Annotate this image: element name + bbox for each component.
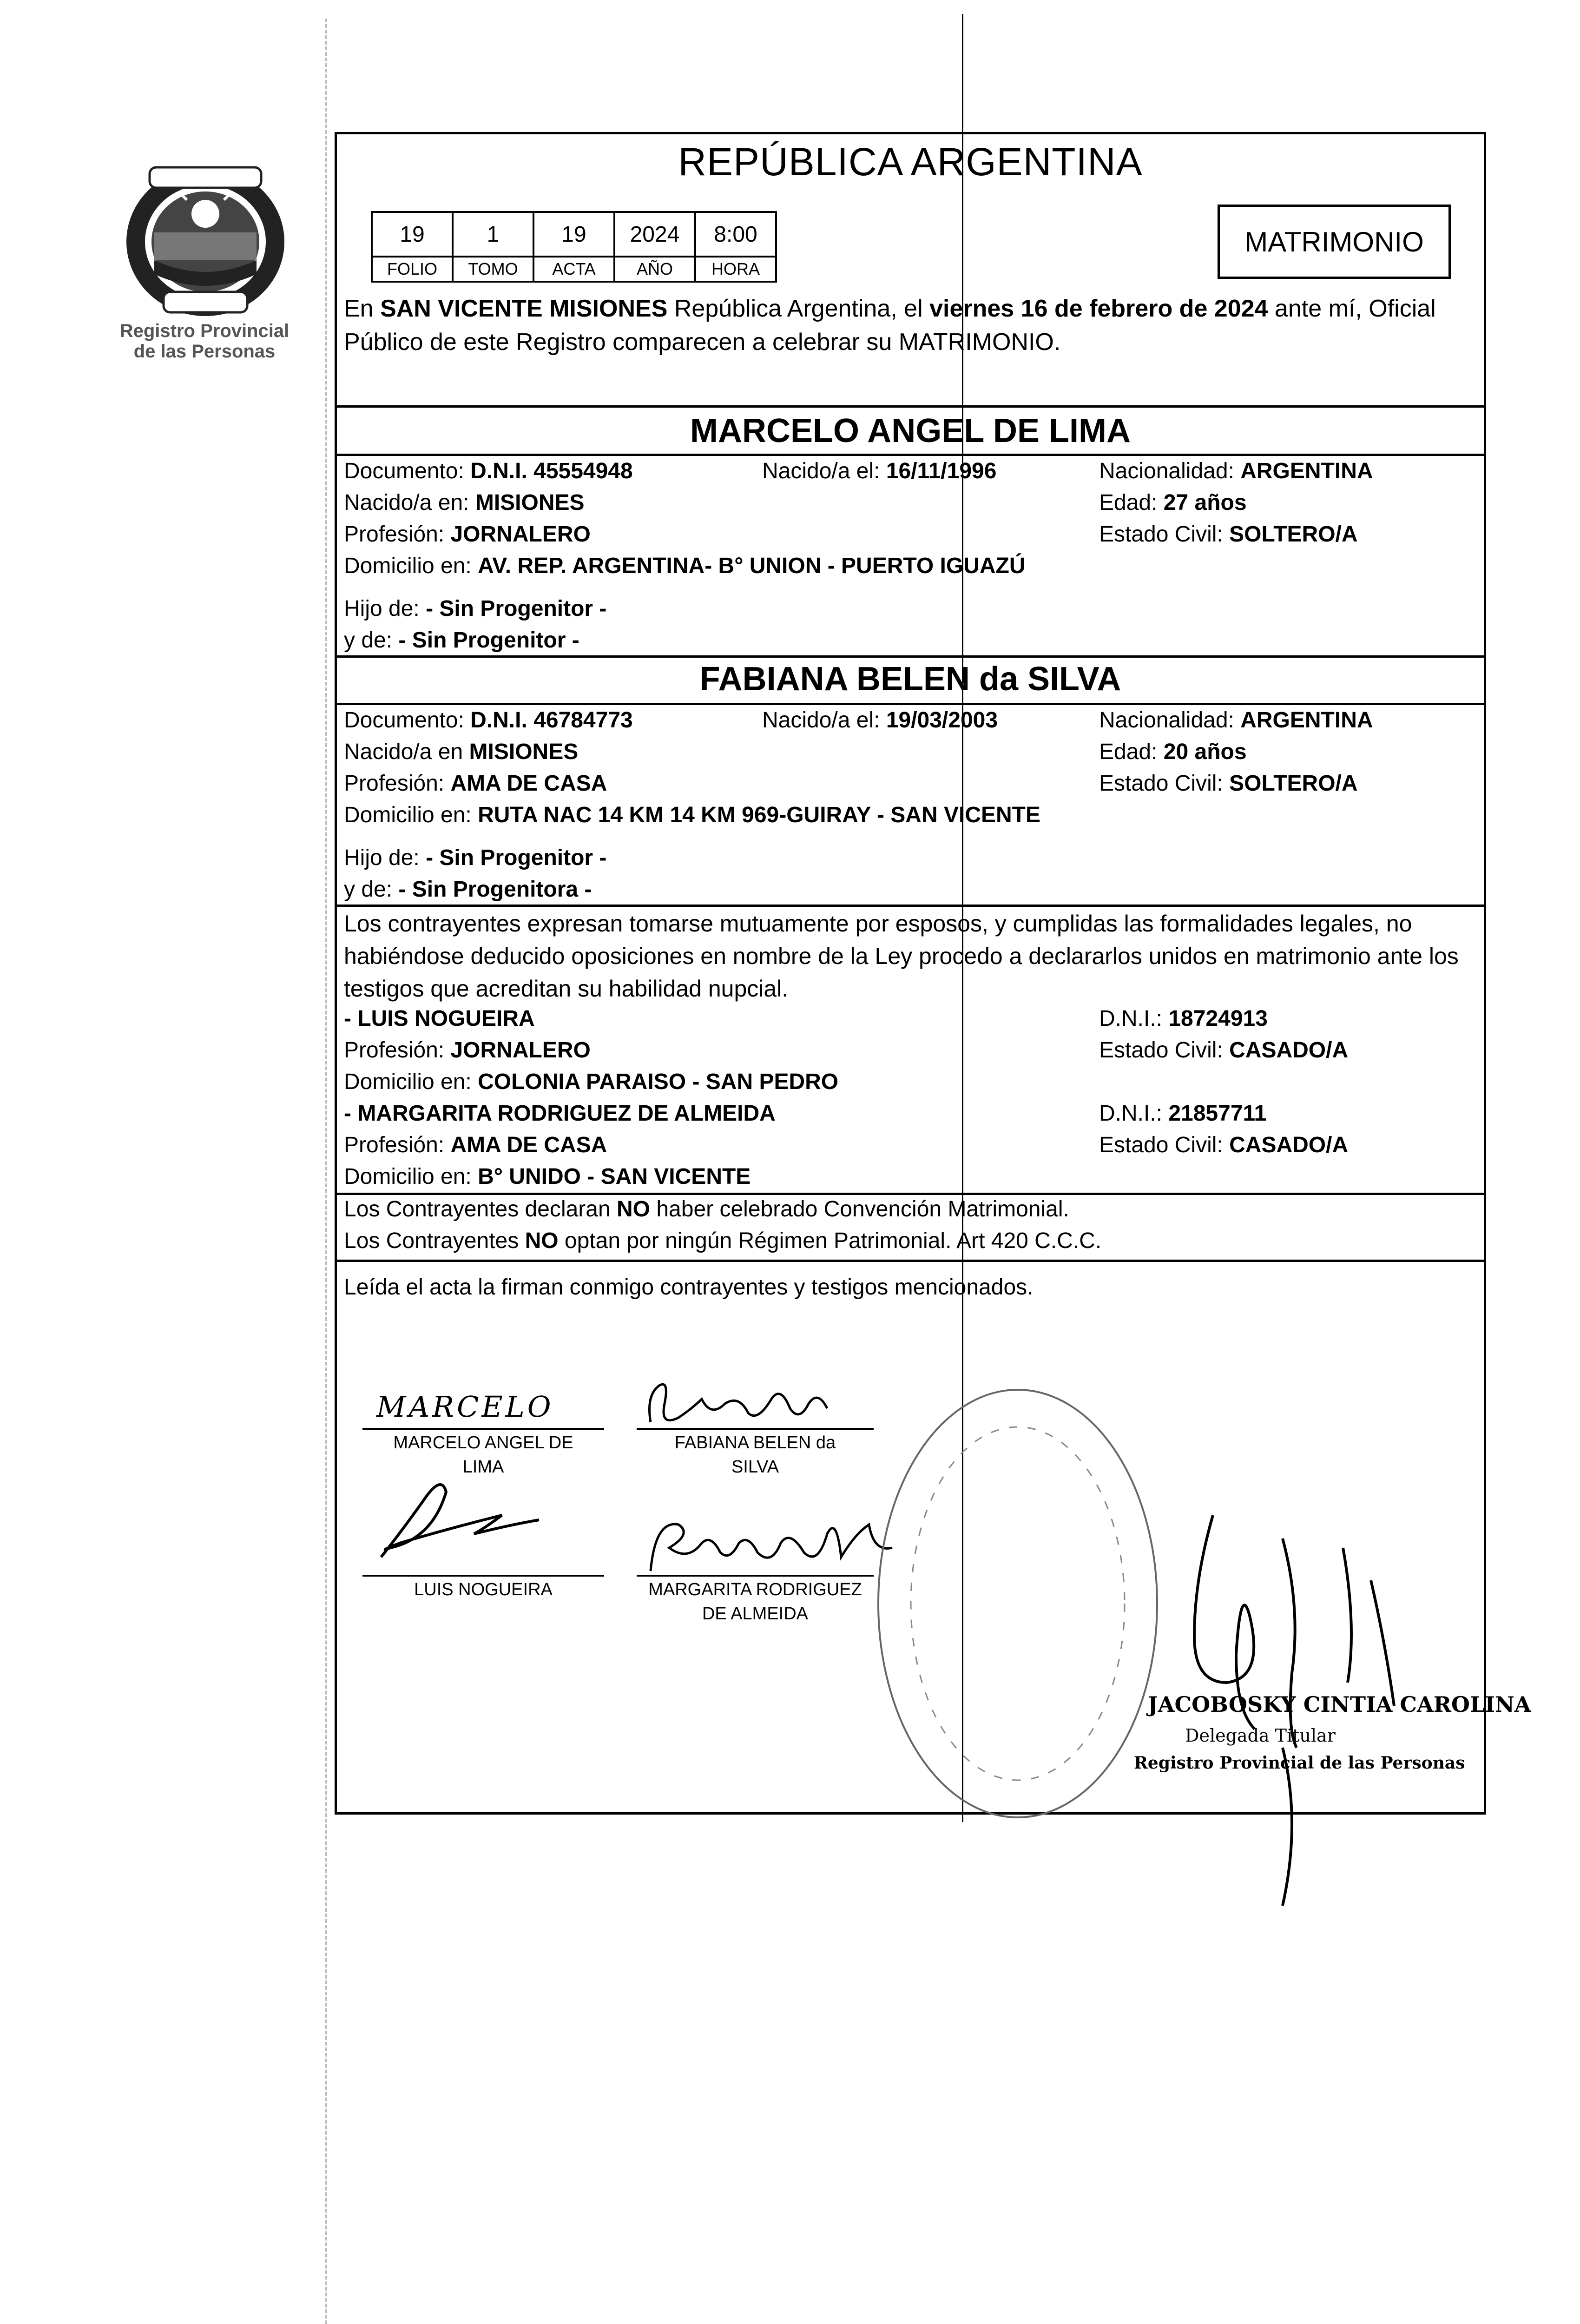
spouse1-birth-place: Nacido/a en: MISIONES bbox=[344, 490, 585, 515]
hour-value: 8:00 bbox=[695, 212, 776, 257]
tomo-label: TOMO bbox=[453, 257, 533, 282]
scan-artifact-line bbox=[325, 19, 327, 2324]
spouse2-birth-date: Nacido/a el: 19/03/2003 bbox=[762, 708, 998, 733]
official-office: Registro Provincial de las Personas bbox=[1134, 1753, 1465, 1773]
witness1-profession: Profesión: JORNALERO bbox=[344, 1038, 591, 1063]
intro-place: SAN VICENTE MISIONES bbox=[380, 295, 668, 322]
witness2-civil-status: Estado Civil: CASADO/A bbox=[1099, 1133, 1349, 1157]
provincial-seal-logo bbox=[122, 163, 289, 321]
year-value: 2024 bbox=[614, 212, 695, 257]
spouse2-signature bbox=[632, 1376, 892, 1432]
witness2-profession: Profesión: AMA DE CASA bbox=[344, 1133, 607, 1157]
declaration-text: Los contrayentes expresan tomarse mutuamente por esposos, y cumplidas las formalidades legales, no habiéndose deducido oposiciones en nombre de la Ley procedo a declararlos unidos en matrimonio ante los testigos que acreditan su habilidad nupcial. bbox=[344, 911, 1459, 1002]
signature-line bbox=[362, 1428, 604, 1430]
signature-line bbox=[637, 1575, 874, 1577]
witness2-address: Domicilio en: B° UNIDO - SAN VICENTE bbox=[344, 1164, 751, 1189]
acta-value: 19 bbox=[533, 212, 614, 257]
spouse1-profession: Profesión: JORNALERO bbox=[344, 522, 591, 547]
spouse1-father: Hijo de: - Sin Progenitor - bbox=[344, 596, 607, 621]
official-role: Delegada Titular bbox=[1185, 1725, 1336, 1746]
signature-line bbox=[637, 1428, 874, 1430]
folio-label: FOLIO bbox=[372, 257, 453, 282]
spouse2-profession: Profesión: AMA DE CASA bbox=[344, 771, 607, 796]
witness1-address: Domicilio en: COLONIA PARAISO - SAN PEDRO bbox=[344, 1070, 839, 1094]
divider bbox=[335, 1260, 1486, 1262]
spouse2-document: Documento: D.N.I. 46784773 bbox=[344, 708, 633, 733]
spouse1-nationality: Nacionalidad: ARGENTINA bbox=[1099, 459, 1373, 483]
witness2-name: - MARGARITA RODRIGUEZ DE ALMEIDA bbox=[344, 1101, 776, 1126]
spouse2-birth-place: Nacido/a en MISIONES bbox=[344, 739, 579, 764]
record-table bbox=[371, 211, 777, 283]
divider bbox=[335, 1193, 1486, 1195]
spouse1-document: Documento: D.N.I. 45554948 bbox=[344, 459, 633, 483]
divider bbox=[335, 655, 1486, 658]
tomo-value: 1 bbox=[453, 212, 533, 257]
spouse1-civil-status: Estado Civil: SOLTERO/A bbox=[1099, 522, 1358, 547]
witness2-signature-caption: MARGARITA RODRIGUEZ DE ALMEIDA bbox=[648, 1580, 862, 1624]
spouse1-name: MARCELO ANGEL DE LIMA bbox=[690, 412, 1131, 449]
witness2-signature bbox=[641, 1506, 902, 1576]
intro-text-2: República Argentina, el bbox=[667, 295, 930, 322]
registry-label-line2: de las Personas bbox=[133, 341, 276, 362]
witness1-name: - LUIS NOGUEIRA bbox=[344, 1006, 535, 1031]
witness1-civil-status: Estado Civil: CASADO/A bbox=[1099, 1038, 1349, 1063]
intro-text-3: ante mí, Oficial Público de este Registro comparecen a celebrar su MATRIMONIO. bbox=[344, 295, 1436, 356]
spouse2-name: FABIANA BELEN da SILVA bbox=[699, 660, 1121, 698]
spouse1-signature-caption: MARCELO ANGEL DE LIMA bbox=[393, 1433, 573, 1477]
record-type-box: MATRIMONIO bbox=[1218, 205, 1451, 279]
official-signature bbox=[1143, 1487, 1468, 1952]
record-values-row bbox=[372, 212, 776, 257]
divider bbox=[335, 703, 1486, 705]
witness1-signature bbox=[362, 1464, 558, 1566]
spouse1-handwritten-signature: MARCELO bbox=[376, 1390, 554, 1424]
year-label: AÑO bbox=[614, 257, 695, 282]
hour-label: HORA bbox=[695, 257, 776, 282]
official-round-stamp bbox=[864, 1376, 1171, 1831]
spouse2-address: Domicilio en: RUTA NAC 14 KM 14 KM 969-GUIRAY - SAN VICENTE bbox=[344, 803, 1040, 827]
spouse1-mother: y de: - Sin Progenitor - bbox=[344, 628, 579, 653]
registry-label bbox=[112, 321, 297, 362]
divider bbox=[335, 905, 1486, 907]
spouse1-birth-date: Nacido/a el: 16/11/1996 bbox=[762, 459, 997, 483]
folio-value: 19 bbox=[372, 212, 453, 257]
spouse2-signature-caption: FABIANA BELEN da SILVA bbox=[674, 1433, 836, 1477]
witness1-signature-caption: LUIS NOGUEIRA bbox=[414, 1580, 553, 1599]
spouse2-age: Edad: 20 años bbox=[1099, 739, 1247, 764]
witness1-dni: D.N.I.: 18724913 bbox=[1099, 1006, 1268, 1031]
divider bbox=[335, 454, 1486, 456]
spouse2-nationality: Nacionalidad: ARGENTINA bbox=[1099, 708, 1373, 733]
signature-line bbox=[362, 1575, 604, 1577]
official-name: JACOBOSKY CINTIA CAROLINA bbox=[1148, 1692, 1531, 1717]
spouse2-civil-status: Estado Civil: SOLTERO/A bbox=[1099, 771, 1358, 796]
spouse2-mother: y de: - Sin Progenitora - bbox=[344, 877, 592, 902]
spouse2-father: Hijo de: - Sin Progenitor - bbox=[344, 845, 607, 870]
intro-paragraph bbox=[344, 292, 1478, 359]
convention-line-1: Los Contrayentes declaran NO haber celebrado Convención Matrimonial. bbox=[344, 1197, 1069, 1221]
closing-text: Leída el acta la firman conmigo contrayentes y testigos mencionados. bbox=[344, 1275, 1034, 1300]
country-title: REPÚBLICA ARGENTINA bbox=[678, 140, 1143, 184]
record-labels-row bbox=[372, 257, 776, 282]
divider bbox=[335, 405, 1486, 408]
intro-date: viernes 16 de febrero de 2024 bbox=[929, 295, 1268, 322]
acta-label: ACTA bbox=[533, 257, 614, 282]
intro-text-1: En bbox=[344, 295, 381, 322]
spouse1-age: Edad: 27 años bbox=[1099, 490, 1247, 515]
convention-line-2: Los Contrayentes NO optan por ningún Régimen Patrimonial. Art 420 C.C.C. bbox=[344, 1228, 1102, 1253]
registry-label-line1: Registro Provincial bbox=[119, 321, 290, 341]
witness2-dni: D.N.I.: 21857711 bbox=[1099, 1101, 1267, 1126]
spouse1-address: Domicilio en: AV. REP. ARGENTINA- B° UNION - PUERTO IGUAZÚ bbox=[344, 554, 1026, 578]
